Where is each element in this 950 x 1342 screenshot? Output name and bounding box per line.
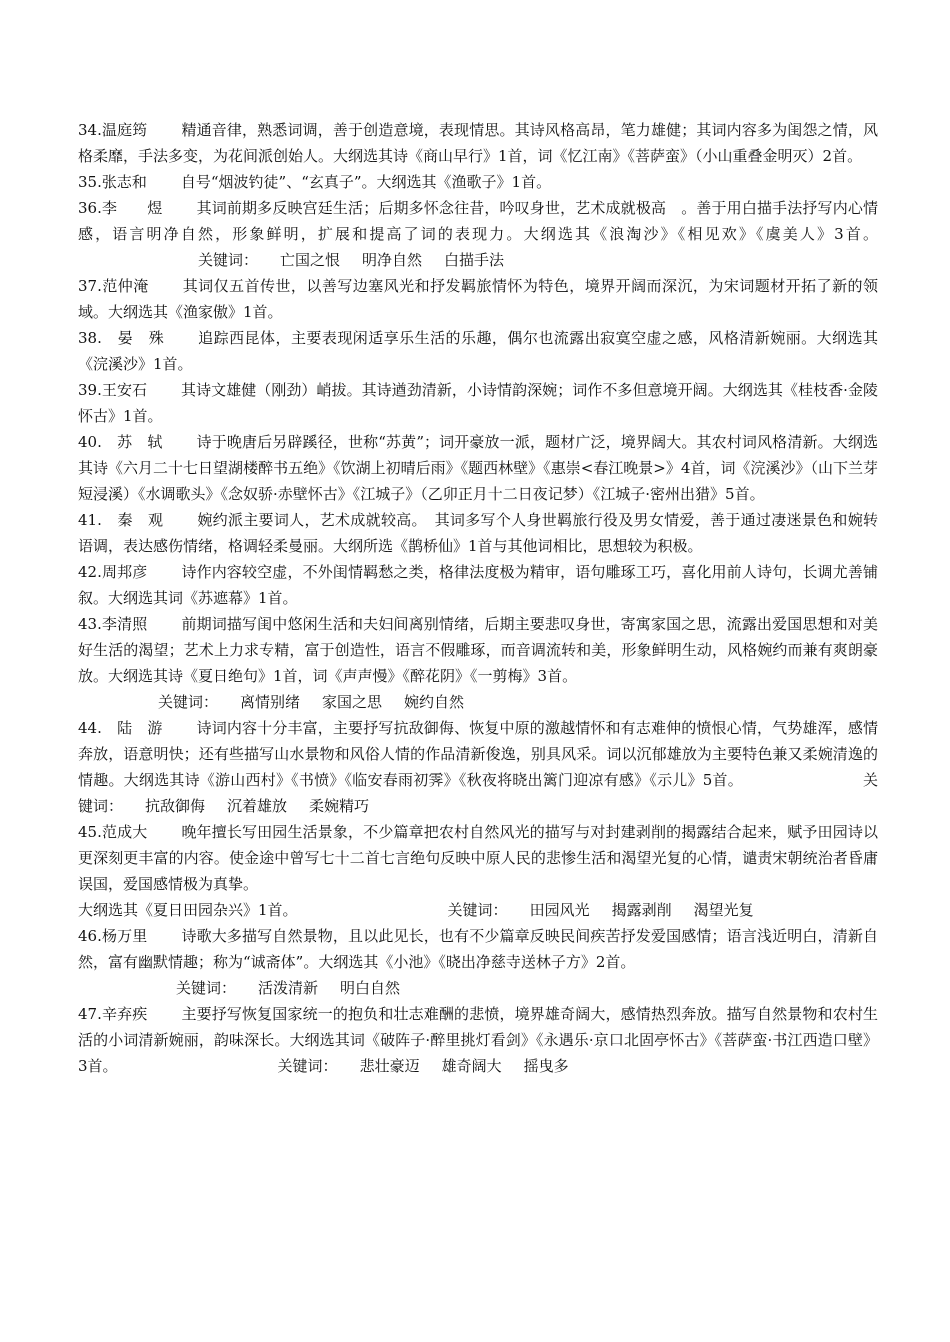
document-page [78,117,878,1079]
entry-name: 42.周邦彦 [78,563,148,581]
entry-name: 36.李 煜 [78,199,163,217]
entry-text: 其词仅五首传世，以善写边塞风光和抒发羁旅情怀为特色，境界开阔而深沉，为宋词题材开拓了新的领域。大纲选其《渔家傲》1首。 [78,277,878,321]
keywords-label: 关键词： [78,771,878,815]
keywords-label: 关键词： [447,901,508,919]
keywords-label: 关键词： [158,693,219,711]
entry-su-shi [78,429,878,507]
keyword: 雄奇阔大 [441,1057,502,1075]
entry-wen-tingyun [78,117,878,169]
keyword: 渴望光复 [693,901,754,919]
keyword: 沉着雄放 [227,797,288,815]
entry-text: 诗于晚唐后另辟蹊径，世称“苏黄”；词开豪放一派，题材广泛，境界阔大。其农村词风格清新。大纲选其诗《六月二十七日望湖楼醉书五绝》《饮湖上初晴后雨》《题西林壁》《惠崇<春江晚景>》4首，词《浣溪沙》（山下兰芽短浸溪）《水调歌头》《念奴骄·赤壁怀古》《江城子》（乙卯正月十二日夜记梦）《江城子·密州出猎》5首。 [78,433,879,503]
entry-name: 44. 陆 游 [78,719,163,737]
entry-text: 其词前期多反映宫廷生活；后期多怀念往昔，吟叹身世，艺术成就极高 。善于用白描手法抒写内心情感，语言明净自然，形象鲜明，扩展和提高了词的表现力。大纲选其《浪淘沙》《相见欢》《虞美人》3首。 [78,199,878,243]
keyword: 活泼清新 [258,979,319,997]
entry-lu-you [78,715,878,819]
entry-text: 晚年擅长写田园生活景象，不少篇章把农村自然风光的描写与对封建剥削的揭露结合起来，赋予田园诗以更深刻更丰富的内容。使金途中曾写七十二首七言绝句反映中原人民的悲惨生活和渴望光复的心情，谴责宋朝统治者昏庸误国，爱国感情极为真挚。 [78,823,878,893]
keyword: 明白自然 [340,979,401,997]
keywords [78,689,878,715]
entry-text: 诗作内容较空虚，不外闺情羁愁之类，格律法度极为精审，语句雕琢工巧，喜化用前人诗句，长调尤善铺叙。大纲选其词《苏遮幕》1首。 [78,563,878,607]
entry-name: 37.范仲淹 [78,277,149,295]
keyword: 亡国之恨 [280,251,341,269]
entry-text: 其诗文雄健（刚劲）峭拔。其诗遒劲清新，小诗情韵深婉；词作不多但意境开阔。大纲选其《桂枝香·金陵怀古》1首。 [78,381,878,425]
keyword: 悲壮豪迈 [359,1057,420,1075]
entry-li-yu [78,195,878,273]
keyword: 抗敌御侮 [145,797,206,815]
keyword: 家国之思 [322,693,383,711]
entry-text: 追踪西昆体，主要表现闲适享乐生活的乐趣，偶尔也流露出寂寞空虚之感，风格清新婉丽。大纲选其《浣溪沙》1首。 [78,329,878,373]
entry-name: 39.王安石 [78,381,148,399]
entry-text: 前期词描写闺中悠闲生活和夫妇间离别情绪，后期主要悲叹身世，寄寓家国之思，流露出爱国思想和对美好生活的渴望；艺术上力求专精，富于创造性，语言不假雕琢，而音调流转和美，形象鲜明生动，风格婉约而兼有爽朗豪放。大纲选其诗《夏日绝句》1首，词《声声慢》《醉花阴》《一剪梅》3首。 [78,615,878,685]
keyword: 婉约自然 [404,693,465,711]
keywords [198,251,526,269]
keyword: 摇曳多 [523,1057,569,1075]
entry-name: 45.范成大 [78,823,148,841]
entry-zhang-zhihe [78,169,878,195]
keywords [78,975,878,1001]
keyword: 揭露剥削 [611,901,672,919]
entry-text: 主要抒写恢复国家统一的抱负和壮志难酬的悲愤，境界雄奇阔大，感情热烈奔放。描写自然景物和农村生活的小词清新婉丽，韵味深长。大纲选其词《破阵子·醉里挑灯看剑》《永遇乐·京口北固亭怀古》《菩萨蛮·书江西造口壁》3首。 [78,1005,878,1075]
entry-text: 诗词内容十分丰富，主要抒写抗敌御侮、恢复中原的激越情怀和有志难伸的愤恨心情，气势雄浑，感情奔放，语意明快；还有些描写山水景物和风俗人情的作品清新俊逸，别具风采。词以沉郁雄放为主要特色兼又柔婉清逸的情趣。大纲选其诗《游山西村》《书愤》《临安春雨初霁》《秋夜将晓出篱门迎凉有感》《示儿》5首。 [78,719,878,789]
entry-fan-zhongyan [78,273,878,325]
keywords-label: 关键词： [277,1057,338,1075]
entry-name: 38. 晏 殊 [78,329,165,347]
entry-yang-wanli [78,923,878,1001]
keywords [278,1057,591,1075]
entry-zhou-bangyan [78,559,878,611]
entry-selection: 大纲选其《夏日田园杂兴》1首。 [78,901,298,919]
entry-qin-guan [78,507,878,559]
keyword: 明净自然 [362,251,423,269]
keyword: 白描手法 [444,251,505,269]
entry-li-qingzhao [78,611,878,715]
entry-name: 47.辛弃疾 [78,1005,148,1023]
entry-wang-anshi [78,377,878,429]
entry-text: 自号“烟波钓徒”、“玄真子”。大纲选其《渔歌子》1首。 [180,173,552,191]
keyword: 田园风光 [529,901,590,919]
entry-name: 41. 秦 观 [78,511,164,529]
keywords-label: 关键词： [198,251,259,269]
keyword: 柔婉精巧 [309,797,370,815]
entry-text: 婉约派主要词人，艺术成就较高。 其词多写个人身世羁旅行役及男女情爱，善于通过凄迷景色和婉转语调，表达感伤情绪，格调轻柔曼丽。大纲所选《鹊桥仙》1首与其他词相比，思想较为积极。 [78,511,878,555]
entry-name: 46.杨万里 [78,927,148,945]
entry-text: 精通音律，熟悉词调，善于创造意境，表现情思。其诗风格高昂，笔力雄健；其词内容多为闺怨之情，风格柔靡，手法多变，为花间派创始人。大纲选其诗《商山早行》1首，词《忆江南》《菩萨蛮》（小山重叠金明灭）2首。 [78,121,878,165]
keywords-label: 关键词： [176,979,237,997]
entry-fan-chengda [78,819,878,923]
entry-text-continued [78,897,878,923]
entry-yan-shu [78,325,878,377]
entry-xin-qiji [78,1001,878,1079]
entry-text: 诗歌大多描写自然景物，且以此见长，也有不少篇章反映民间疾苦抒发爱国感情；语言浅近明白，清新自然，富有幽默情趣；称为“诚斋体”。大纲选其《小池》《晓出净慈寺送林子方》2首。 [78,927,878,971]
entry-name: 40. 苏 轼 [78,433,163,451]
entry-name: 34.温庭筠 [78,121,148,139]
keywords [448,901,776,919]
entry-name: 43.李清照 [78,615,148,633]
entry-name: 35.张志和 [78,173,147,191]
keyword: 离情别绪 [240,693,301,711]
